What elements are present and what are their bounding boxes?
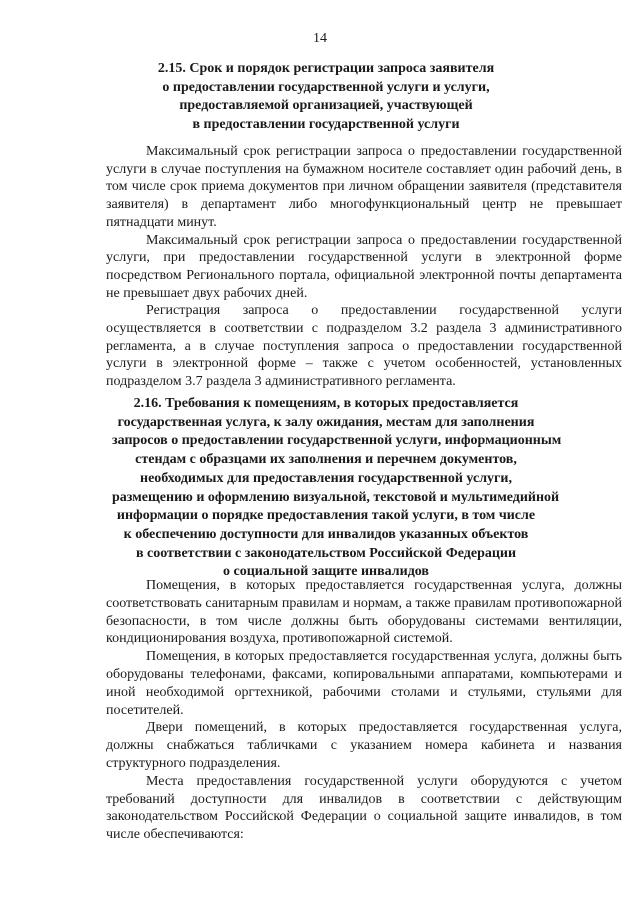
section-2-15-body bbox=[106, 143, 622, 391]
heading-line: стендам с образцами их заполнения и перечнем документов, bbox=[135, 452, 517, 468]
heading-line: в соответствии с законодательством Российской Федерации bbox=[135, 545, 517, 561]
heading-line: 2.16. Требования к помещениям, в которых предоставляется bbox=[133, 396, 519, 411]
heading-line: необходимых для предоставления государственной услуги, bbox=[140, 470, 512, 486]
section-2-16-heading bbox=[112, 395, 562, 582]
paragraph: Места предоставления государственной услуги оборудуются с учетом требований доступности для инвалидов в соответствии с действующим законодательством Российской Федерации о социальной защите инвалидов, в том числе обеспечиваются: bbox=[106, 773, 622, 843]
paragraph: Регистрация запроса о предоставлении государственной услуги осуществляется в соответствии с подразделом 3.2 раздела 3 административного регламента, а в случае поступления запроса о предоставлении государственной услуги в электронной форме – также с учетом особенностей, установленных подразделом 3.7 раздела 3 административного регламента. bbox=[106, 303, 622, 390]
section-2-15-heading bbox=[112, 60, 540, 134]
heading-line: государственная услуга, к залу ожидания, местам для заполнения bbox=[117, 414, 535, 430]
heading-line: запросов о предоставлении государственной услуги, информационным bbox=[112, 433, 562, 449]
paragraph: Помещения, в которых предоставляется государственная услуга, должны соответствовать санитарным правилам и нормам, а также правилам противопожарной безопасности, в том числе должны быть оборудованы системами вентиляции, кондиционирования воздуха, противопожарной системой. bbox=[106, 578, 622, 647]
heading-line: 2.15. Срок и порядок регистрации запроса заявителя bbox=[157, 61, 495, 76]
heading-line: о социальной защите инвалидов bbox=[223, 564, 429, 580]
heading-line: к обеспечению доступности для инвалидов указанных объектов bbox=[123, 526, 529, 542]
section-2-16-body bbox=[106, 577, 622, 844]
paragraph: Помещения, в которых предоставляется государственная услуга, должны быть оборудованы телефонами, факсами, копировальными аппаратами, компьютерами и иной необходимой оргтехникой, рабочими столами и стульями, стульями для посетителей. bbox=[106, 649, 622, 718]
heading-line: размещению и оформлению визуальной, текстовой и мультимедийной bbox=[112, 489, 560, 505]
page-number: 14 bbox=[313, 31, 327, 46]
heading-line: в предоставлении государственной услуги bbox=[192, 116, 460, 132]
heading-line: о предоставлении государственной услуги и услуги, bbox=[162, 79, 490, 95]
paragraph: Двери помещений, в которых предоставляется государственная услуга, должны снабжаться табличками с указанием номера кабинета и названия структурного подразделения. bbox=[106, 720, 622, 771]
paragraph: Максимальный срок регистрации запроса о предоставлении государственной услуги, при предоставлении государственной услуги в электронной форме посредством Регионального портала, официальной электронной почты департамента не превышает двух рабочих дней. bbox=[106, 232, 622, 301]
paragraph: Максимальный срок регистрации запроса о предоставлении государственной услуги в случае поступления на бумажном носителе составляет один рабочий день, в том числе срок приема документов при личном обращении заявителя (представителя заявителя) в департамент либо многофункциональный центр не превышает пятнадцати минут. bbox=[106, 144, 622, 230]
heading-line: предоставляемой организацией, участвующей bbox=[179, 98, 473, 113]
heading-line: информации о порядке предоставления такой услуги, в том числе bbox=[116, 508, 536, 524]
